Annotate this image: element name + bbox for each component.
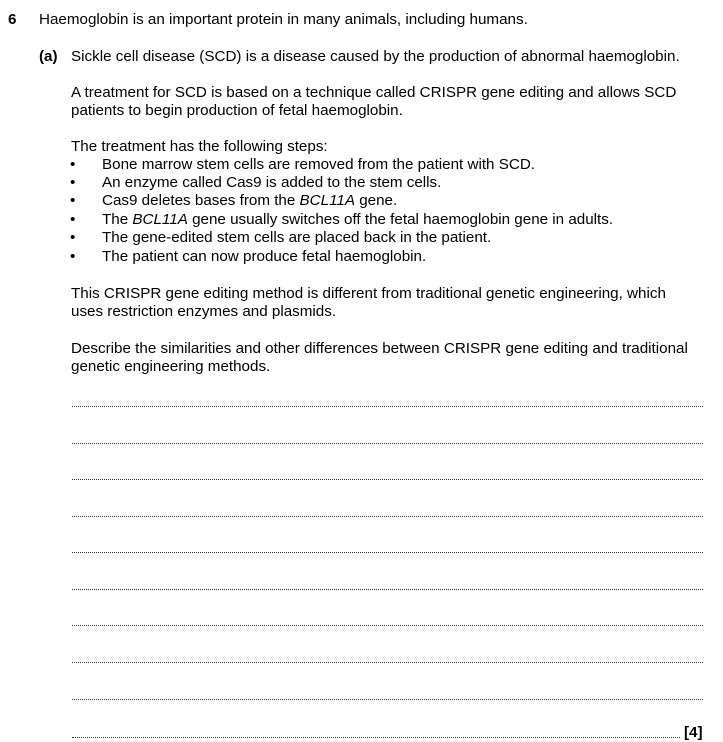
bullet-symbol: •: [70, 229, 76, 246]
gene-name-italic: BCL11A: [132, 211, 188, 228]
step-text: The gene-edited stem cells are placed back in the patient.: [102, 229, 492, 246]
step-text: The patient can now produce fetal haemoglobin.: [102, 248, 427, 265]
treatment-line-1: A treatment for SCD is based on a technique called CRISPR gene editing and allows SCD: [71, 84, 677, 101]
treatment-line-2: patients to begin production of fetal haemoglobin.: [71, 102, 403, 119]
comparison-paragraph: [71, 285, 666, 321]
bullet-symbol: •: [70, 174, 76, 191]
answer-line[interactable]: [72, 699, 703, 700]
step-text-end: gene usually switches off the fetal haemoglobin gene in adults.: [187, 211, 614, 228]
part-intro: Sickle cell disease (SCD) is a disease caused by the production of abnormal haemoglobin.: [71, 48, 680, 65]
step-text-end: gene.: [355, 192, 398, 209]
answer-line[interactable]: [72, 443, 703, 444]
answer-line[interactable]: [72, 662, 703, 663]
task-paragraph: [71, 340, 688, 376]
steps-heading: The treatment has the following steps:: [71, 138, 328, 155]
bullet-symbol: •: [70, 248, 76, 265]
comparison-line-1: This CRISPR gene editing method is different from traditional genetic engineering, which: [71, 285, 666, 302]
bullet-symbol: •: [70, 192, 76, 209]
task-line-2: genetic engineering methods.: [71, 358, 271, 375]
comparison-line-2: uses restriction enzymes and plasmids.: [71, 303, 337, 320]
answer-line[interactable]: [72, 552, 703, 553]
task-line-1: Describe the similarities and other differences between CRISPR gene editing and traditional: [71, 340, 688, 357]
answer-line[interactable]: [72, 625, 703, 626]
gene-name-italic: BCL11A: [299, 192, 355, 209]
part-label: (a): [39, 48, 58, 65]
step-text-start: Cas9 deletes bases from the: [102, 192, 300, 209]
answer-line[interactable]: [72, 406, 703, 407]
bullet-symbol: •: [70, 211, 76, 228]
treatment-paragraph: [71, 84, 676, 120]
bullet-symbol: •: [70, 156, 76, 173]
step-text: [102, 192, 397, 209]
marks-label: [4]: [684, 724, 703, 741]
step-text: Bone marrow stem cells are removed from the patient with SCD.: [102, 156, 536, 173]
question-number: 6: [8, 11, 17, 28]
answer-line[interactable]: [72, 589, 703, 590]
answer-line[interactable]: [72, 737, 680, 738]
step-text-start: The: [102, 211, 133, 228]
question-stem: Haemoglobin is an important protein in many animals, including humans.: [39, 11, 528, 28]
answer-line[interactable]: [72, 479, 703, 480]
step-text: An enzyme called Cas9 is added to the stem cells.: [102, 174, 442, 191]
answer-line[interactable]: [72, 516, 703, 517]
step-text: [102, 211, 613, 228]
